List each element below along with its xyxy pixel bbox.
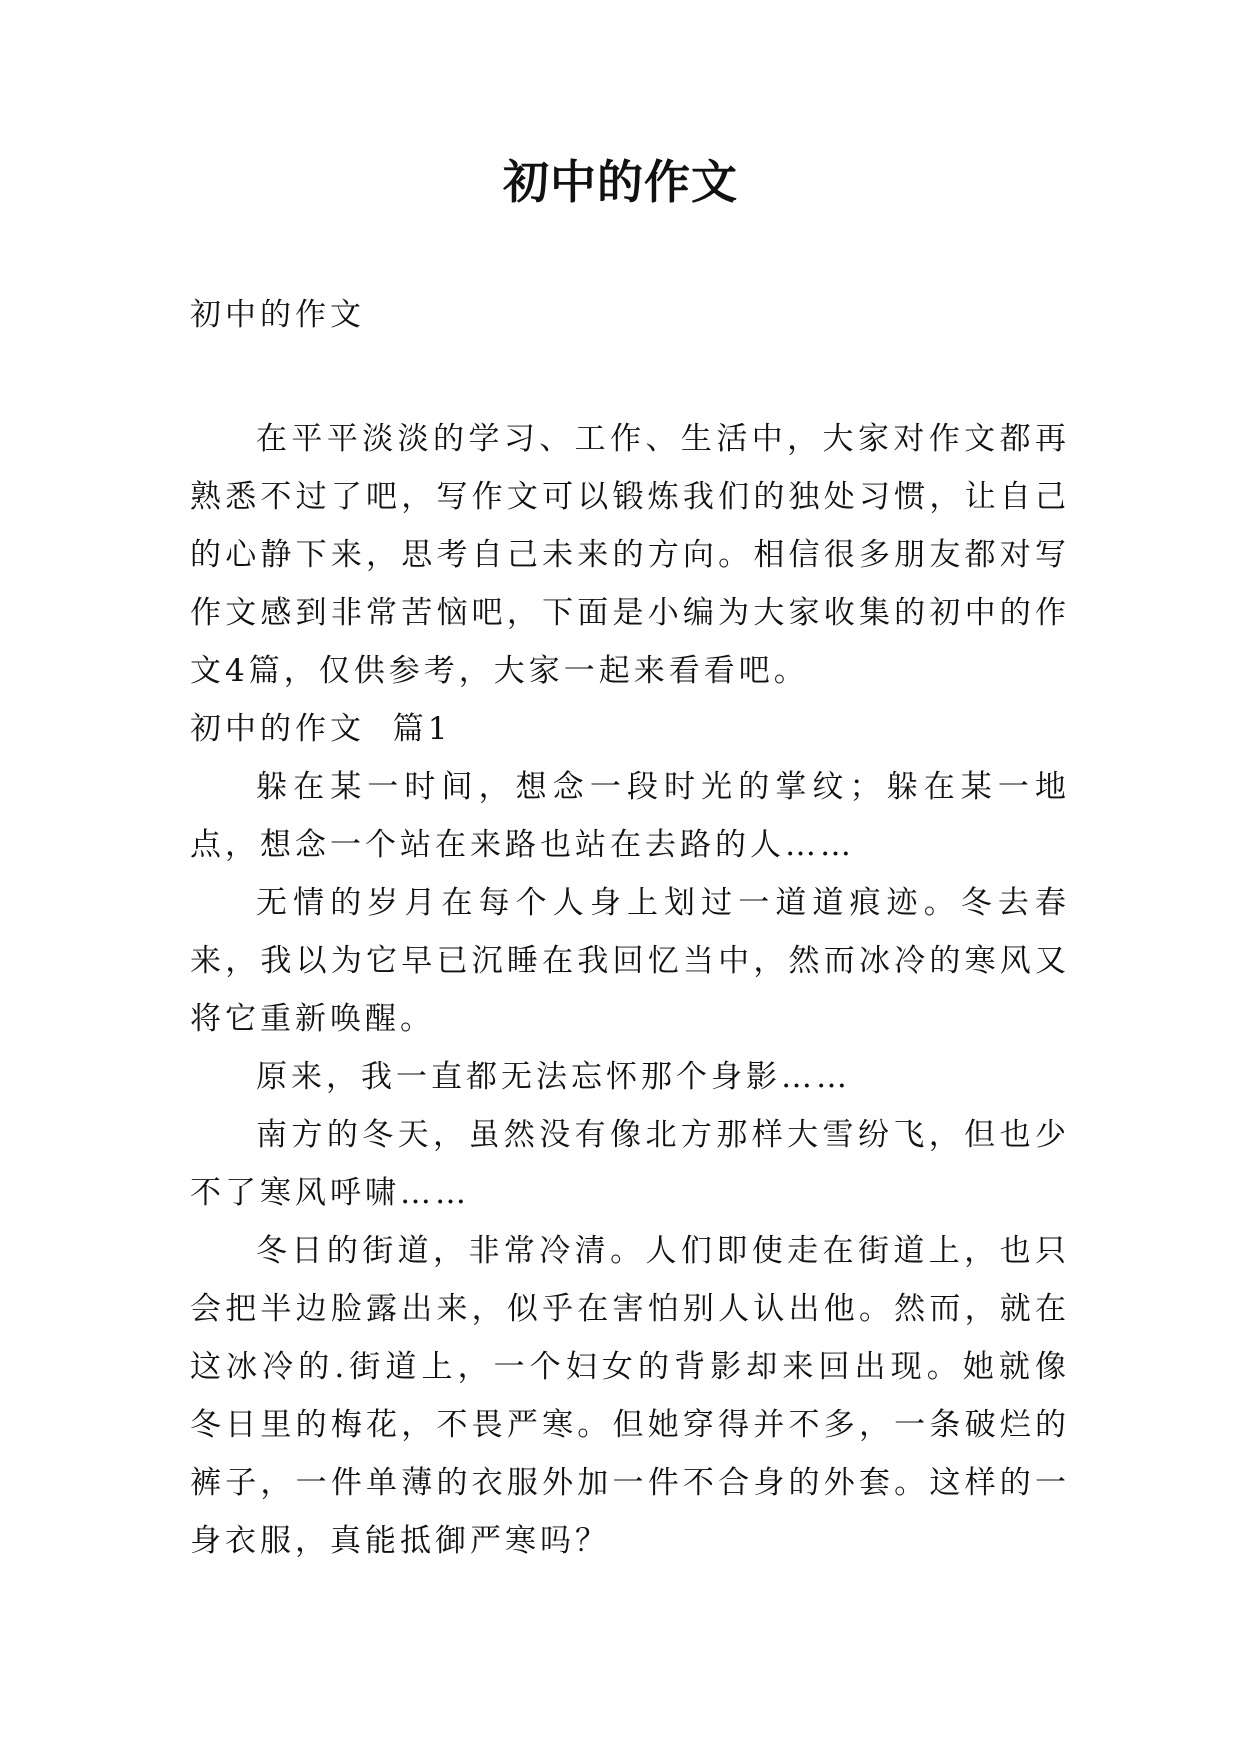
intro-paragraph: 在平平淡淡的学习、工作、生活中，大家对作文都再熟悉不过了吧，写作文可以锻炼我们的独处习惯，让自己的心静下来，思考自己未来的方向。相信很多朋友都对写作文感到非常苦恼吧，下面是小编为大家收集的初中的作文4篇，仅供参考，大家一起来看看吧。: [190, 421, 1070, 689]
body-paragraph: 南方的冬天，虽然没有像北方那样大雪纷飞，但也少不了寒风呼啸……: [190, 1117, 1070, 1211]
document-title: 初中的作文: [503, 155, 738, 209]
body-paragraph: 冬日的街道，非常冷清。人们即使走在街道上，也只会把半边脸露出来，似乎在害怕别人认出他。然而，就在这冰冷的.街道上，一个妇女的背影却来回出现。她就像冬日里的梅花，不畏严寒。但她穿得并不多，一条破烂的裤子，一件单薄的衣服外加一件不合身的外套。这样的一身衣服，真能抵御严寒吗？: [190, 1233, 1070, 1559]
document-body: [190, 286, 1070, 1570]
body-paragraph: 躲在某一时间，想念一段时光的掌纹；躲在某一地点，想念一个站在来路也站在去路的人……: [190, 769, 1070, 863]
body-paragraph: 原来，我一直都无法忘怀那个身影……: [256, 1059, 851, 1095]
body-paragraph: 无情的岁月在每个人身上划过一道道痕迹。冬去春来，我以为它早已沉睡在我回忆当中，然而冰冷的寒风又将它重新唤醒。: [190, 885, 1070, 1037]
document-subtitle: 初中的作文: [190, 297, 365, 333]
section-heading: 初中的作文 篇1: [190, 711, 452, 747]
